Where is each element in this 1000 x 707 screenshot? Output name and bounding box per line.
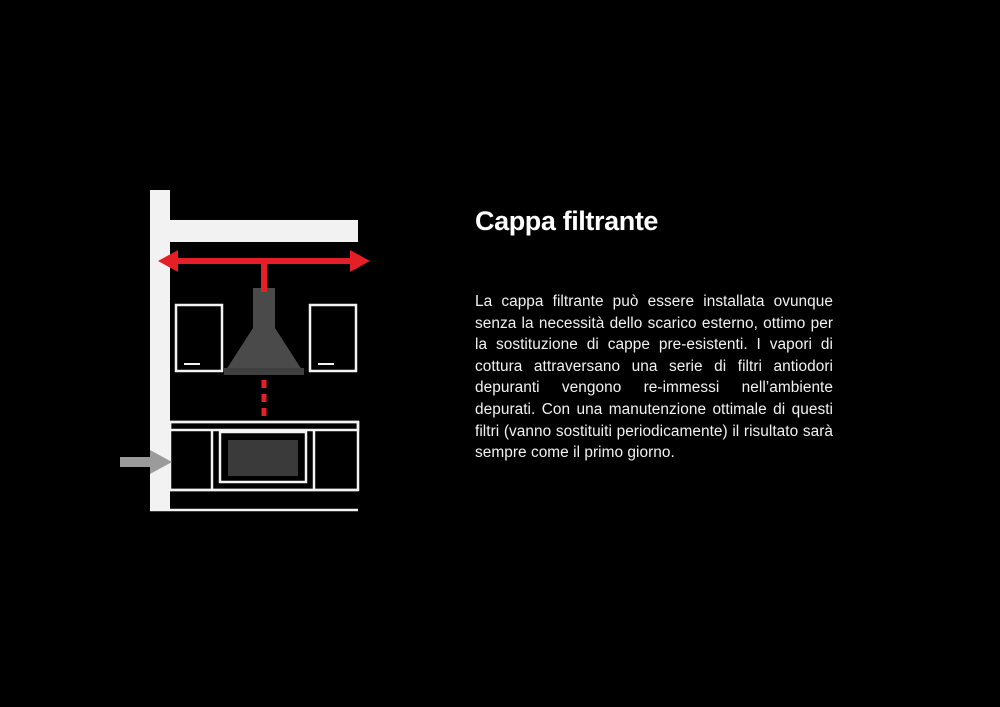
page-title: Cappa filtrante [475, 206, 659, 236]
hood-flue [253, 288, 275, 330]
recirculating-hood-diagram [120, 170, 420, 530]
wall-cabinet-left [176, 305, 222, 371]
range-hood-lip [224, 368, 304, 375]
range-hood [226, 328, 302, 370]
airflow-arrow-right [350, 250, 370, 272]
text-panel [475, 206, 833, 464]
diagram-panel [120, 170, 420, 530]
airflow-riser [261, 260, 267, 292]
airflow-horizontal-line [170, 258, 358, 264]
body-paragraph: La cappa filtrante può essere installata ovunque senza la necessità dello scarico esterno, ottimo per la sostituzione di cappe pre-esistenti. I vapori di cottura attraversano una serie di filtri antiodori depuranti vengono re-immessi nell’ambiente depurati. Con una manutenzione ottimale di questi filtri (vanno sostituiti periodicamente) il risultato sarà sempre come il primo giorno. [475, 293, 833, 462]
ceiling-horizontal [170, 220, 358, 242]
wall-cabinet-right [310, 305, 356, 371]
oven-glass [228, 440, 298, 476]
